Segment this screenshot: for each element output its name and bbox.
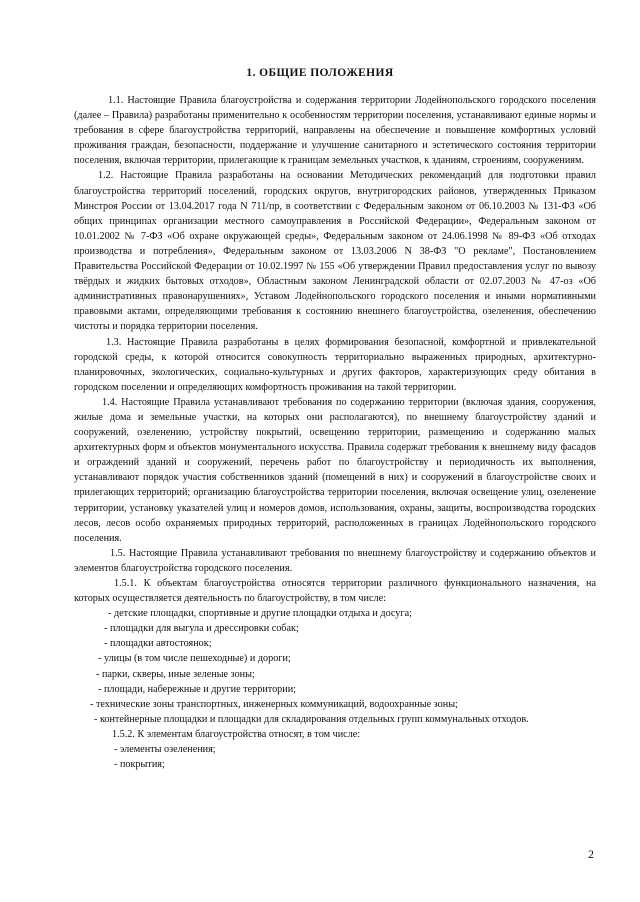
paragraph-1-5-2: 1.5.2. К элементам благоустройства относят, в том числе: [112, 728, 361, 740]
list-item-objects: - улицы (в том числе пешеходные) и дороги; [98, 653, 291, 665]
page-number: 2 [588, 847, 594, 861]
paragraph-1-4: 1.4. Настоящие Правила устанавливают требования по содержанию территории (включая здания, сооружения, жилые дома и земельные участки, на которых они располагаются), по внешнему благоустройству зданий и сооружений, озеленению, устройству покрытий, освещению территории, размещению и содержанию малых архитектурных форм и объектов монументального искусства. Правила содержат требования к внешнему виду фасадов и ограждений зданий и сооружений, перечень работ по благоустройству и периодичность их выполнения, устанавливают порядок участия собственников зданий (помещений в них) и сооружений в благоустройстве своих и прилегающих территорий; организацию благоустройства территории поселения, включая освещение улиц, озеленение территории, установку указателей улиц и номеров домов, использования, охраны, защиты, воспроизводства городских лесов, лесов особо охраняемых природных территорий, расположенных в границах Лодейнопольского городского поселения. [74, 396, 596, 544]
paragraph-1-1: 1.1. Настоящие Правила благоустройства и содержания территории Лодейнопольского городского поселения (далее – Правила) разработаны применительно к особенностям территории поселения, устанавливают единые нормы и требования в сфере благоустройства территорий, направлены на обеспечение и повышение комфортных условий проживания граждан, безопасности, поддержание и улучшение санитарного и эстетического состояния территории поселения, включая территории, прилегающие к границам земельных участков, к зданиям, строениям, сооружениям. [74, 95, 596, 167]
list-item-objects: - контейнерные площадки и площадки для складирования отдельных групп коммунальных отходов. [94, 713, 529, 725]
list-item-objects: - парки, скверы, иные зеленые зоны; [96, 668, 255, 680]
list-item-elements: - элементы озеленения; [114, 744, 216, 756]
document-body [74, 93, 596, 772]
section-title: 1. ОБЩИЕ ПОЛОЖЕНИЯ [246, 67, 394, 79]
paragraph-1-5-1: 1.5.1. К объектам благоустройства относятся территории различного функционального назначения, на которых осуществляется деятельность по благоустройству, в том числе: [74, 578, 596, 605]
list-item-objects: - площадки автостоянок; [104, 638, 212, 650]
paragraph-1-5: 1.5. Настоящие Правила устанавливают требования по внешнему благоустройству и содержанию объектов и элементов благоустройства городского поселения. [74, 547, 596, 574]
list-item-objects: - площади, набережные и другие территории; [98, 683, 297, 695]
list-item-objects: - детские площадки, спортивные и другие площадки отдыха и досуга; [108, 608, 412, 620]
list-item-objects: - площадки для выгула и дрессировки собак; [104, 623, 299, 635]
paragraph-1-3: 1.3. Настоящие Правила разработаны в целях формирования безопасной, комфортной и привлекательной городской среды, к которой относится совокупность территориально выраженных природных, архитектурно-планировочных, экологических, социально-культурных и других факторов, характеризующих среду обитания в городском поселении и определяющих комфортность проживания на такой территории. [74, 336, 596, 393]
list-item-objects: - технические зоны транспортных, инженерных коммуникаций, водоохранные зоны; [90, 698, 458, 710]
paragraph-1-2: 1.2. Настоящие Правила разработаны на основании Методических рекомендаций для подготовки правил благоустройства территорий поселений, городских округов, внутригородских районов, утвержденных Приказом Минстроя России от 13.04.2017 года N 711/пр, в соответствии с Федеральным законом от 06.10.2003 № 131-ФЗ «Об общих принципах организации местного самоуправления в Российской Федерации», Федеральным законом от 10.01.2002 № 7-ФЗ «Об охране окружающей среды», Федеральным законом от 24.06.1998 № 89-ФЗ «Об отходах производства и потребления», Федеральным законом от 13.03.2006 N 38-ФЗ "О рекламе", Постановлением Правительства Российской Федерации от 10.02.1997 № 155 «Об утверждении Правил предоставления услуг по вывозу твёрдых и жидких бытовых отходов», Областным законом Ленинградской области от 02.07.2003 № 47-оз «Об административных правонарушениях», Уставом Лодейнопольского городского поселения и иными нормативными правовыми актами, определяющими требования к состоянию внешнего благоустройства, озеленения, обеспечению чистоты и порядка территории поселения. [74, 170, 596, 333]
list-item-elements: - покрытия; [114, 759, 165, 771]
